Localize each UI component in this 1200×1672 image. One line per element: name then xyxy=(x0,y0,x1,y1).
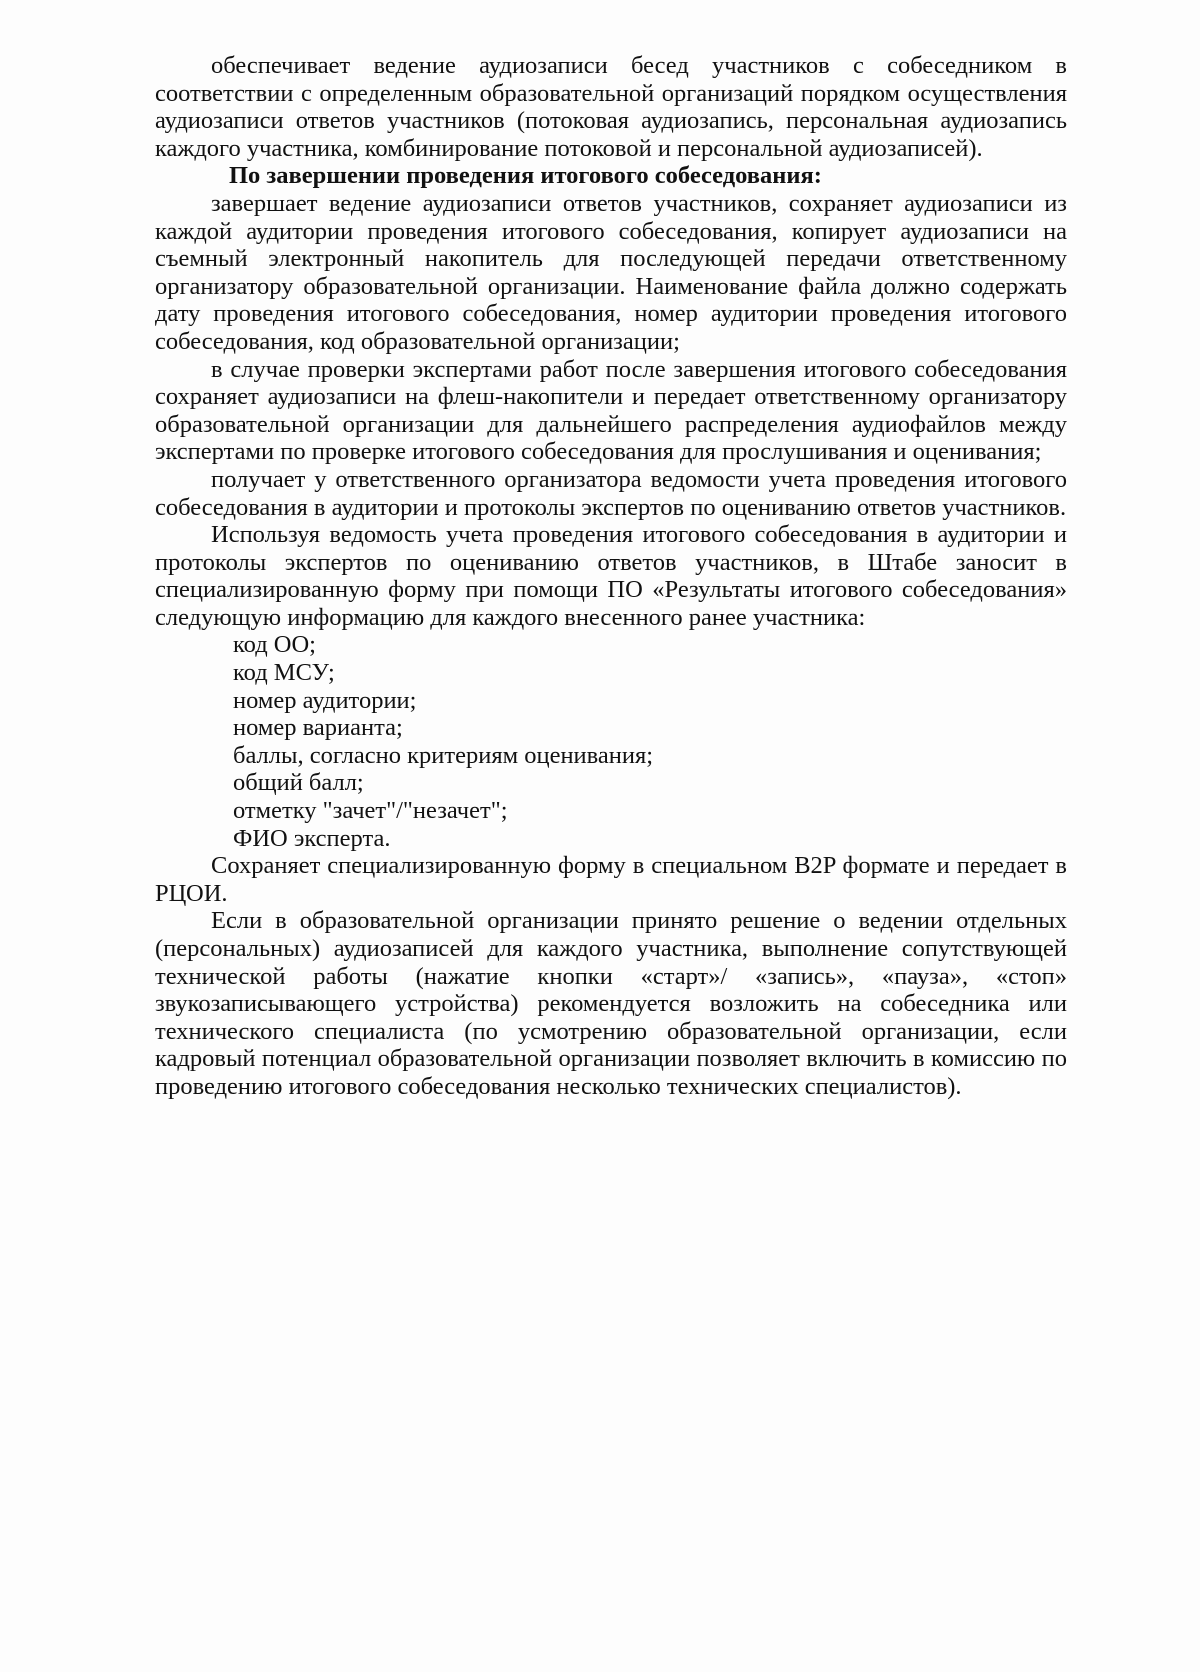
paragraph-enter-results: Используя ведомость учета проведения итогового собеседования в аудитории и протоколы экспертов по оцениванию ответов участников, в Штабе заносит в специализированную форму при помощи ПО «Результаты итогового собеседования» следующую информацию для каждого внесенного ранее участника: xyxy=(155,521,1067,631)
info-list xyxy=(155,631,1067,852)
paragraph-save-form: Сохраняет специализированную форму в специальном B2P формате и передает в РЦОИ. xyxy=(155,852,1067,907)
list-item: ФИО эксперта. xyxy=(233,824,391,852)
list-item: номер аудитории; xyxy=(233,686,417,714)
section-heading-completion: По завершении проведения итогового собеседования: xyxy=(229,162,822,190)
paragraph-receive-statements: получает у ответственного организатора ведомости учета проведения итогового собеседования в аудитории и протоколы экспертов по оцениванию ответов участников. xyxy=(155,465,1067,521)
list-item: баллы, согласно критериям оценивания; xyxy=(233,741,654,769)
paragraph-expert-check: в случае проверки экспертами работ после завершения итогового собеседования сохраняет аудиозаписи на флеш-накопители и передает ответственному организатору образовательной организации для дальнейшего распределения аудиофайлов между экспертами по проверке итогового собеседования для прослушивания и оценивания; xyxy=(155,355,1067,466)
list-item: отметку "зачет"/"незачет"; xyxy=(233,797,508,825)
list-item: номер варианта; xyxy=(233,714,403,742)
list-item: общий балл; xyxy=(233,769,364,797)
paragraph-personal-recordings: Если в образовательной организации принято решение о ведении отдельных (персональных) аудиозаписей для каждого участника, выполнение сопутствующей технической работы (нажатие кнопки «старт»/ «запись», «пауза», «стоп» звукозаписывающего устройства) рекомендуется возложить на собеседника или технического специалиста (по усмотрению образовательной организации, если кадровый потенциал образовательной организации позволяет включить в комиссию по проведению итогового собеседования несколько технических специалистов). xyxy=(155,907,1067,1100)
list-item: код МСУ; xyxy=(233,659,335,687)
document-body xyxy=(155,52,1067,1101)
paragraph-save-recordings: завершает ведение аудиозаписи ответов участников, сохраняет аудиозаписи из каждой аудитории проведения итогового собеседования, копирует аудиозаписи на съемный электронный накопитель для последующей передачи ответственному организатору образовательной организации. Наименование файла должно содержать дату проведения итогового собеседования, номер аудитории проведения итогового собеседования, код образовательной организации; xyxy=(155,189,1067,355)
list-item: код ОО; xyxy=(233,631,316,659)
paragraph-audio-recording: обеспечивает ведение аудиозаписи бесед участников с собеседником в соответствии с определенным образовательной организаций порядком осуществления аудиозаписи ответов участников (потоковая аудиозапись, персональная аудиозапись каждого участника, комбинирование потоковой и персональной аудиозаписей). xyxy=(155,52,1067,162)
